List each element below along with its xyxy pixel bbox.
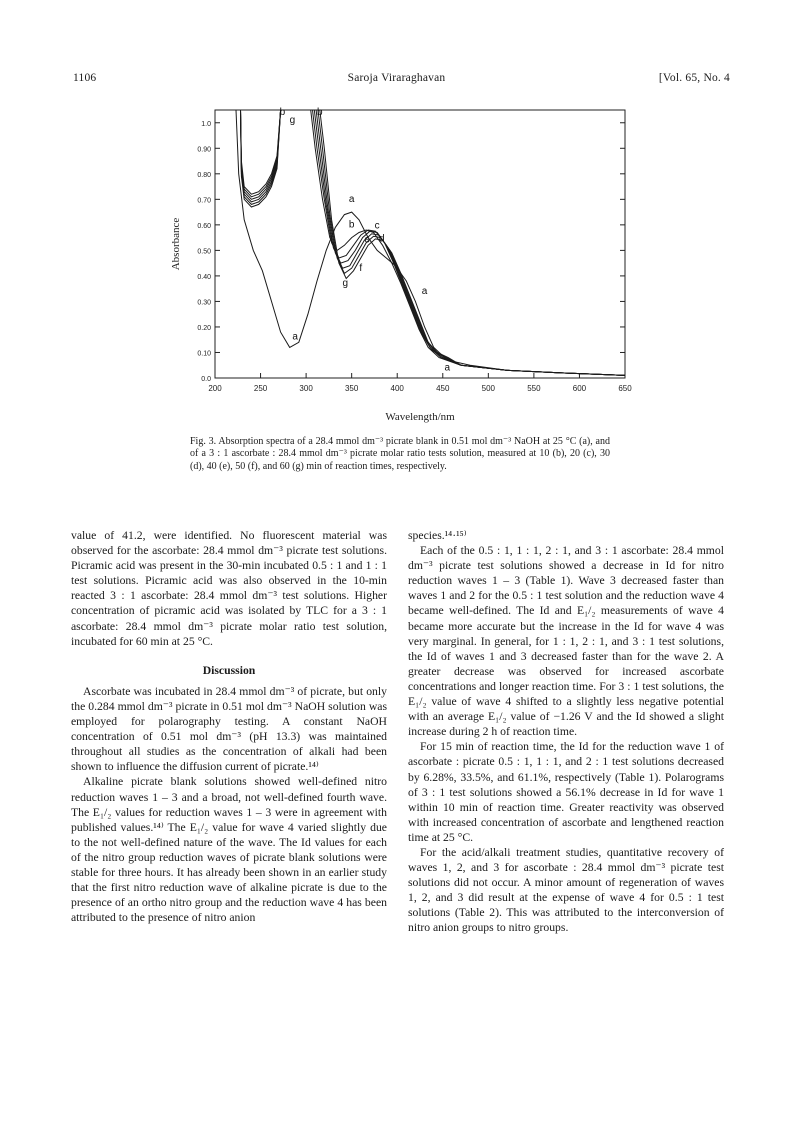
section-heading: Discussion bbox=[202, 663, 256, 677]
paragraph: species.¹⁴·¹⁵⁾ bbox=[408, 529, 467, 542]
curve-label: f bbox=[359, 262, 363, 274]
y-tick-label: 0.40 bbox=[197, 273, 211, 281]
curve-label: g bbox=[289, 114, 296, 126]
curve-label: b bbox=[316, 107, 323, 119]
paragraph: For 15 min of reaction time, the Id for the reduction wave 1 of ascorbate : picrate 0.5 : 1, 1 : 1, and 2 : 1 test solutions decreased by 6.28%, 33.5%, and 61.1%, respectively (Table 1). Polarograms of 3 : 1 test solutions showed a 56.1% decrease in Id for wave 1 within 10 min of reaction time. Greater reactivity was observed with increased concentration of ascorbate and lengthened reaction time at 25 °C. bbox=[408, 740, 724, 844]
right-column bbox=[408, 528, 724, 936]
absorption-spectra-chart bbox=[165, 100, 635, 430]
x-tick-label: 250 bbox=[253, 384, 268, 393]
figure-caption: Fig. 3. Absorption spectra of a 28.4 mmol dm⁻³ picrate blank in 0.51 mol dm⁻³ NaOH at 25 °C (a), and of a 3 : 1 ascorbate : 28.4 mmol dm⁻³ picrate molar ratio tests solution, measured at 10 (b), 20 (c), 30 (d), 40 (e), 50 (f), and 60 (g) min of reaction times, respectively. bbox=[190, 436, 610, 472]
series-line-e bbox=[241, 110, 626, 375]
curve-label: d bbox=[378, 233, 385, 245]
series-line-b bbox=[241, 110, 626, 375]
series-line-f bbox=[241, 110, 626, 375]
paragraph: Alkaline picrate blank solutions showed well-defined nitro reduction waves 1 – 3 and a broad, not well-defined fourth wave. The E₁/₂ values for reduction waves 1 – 3 were in agreement with published values.¹⁴⁾ The E₁/₂ value for wave 4 varied slightly due to the not well-defined nature of the wave. The Id values for each of the nitro group reduction waves of picrate blank solutions were stable for three hours. It has already been shown in an earlier study that the first nitro reduction wave of alkaline picrate is due to the presence of an ortho nitro group and the reduction wave 4 has been attributed to the presence of nitro anion bbox=[71, 775, 387, 925]
curve-label: b bbox=[279, 107, 286, 119]
y-tick-label: 0.50 bbox=[197, 248, 211, 256]
running-author: Saroja Viraraghavan bbox=[347, 72, 446, 84]
curve-label: a bbox=[444, 362, 451, 374]
paragraph: For the acid/alkali treatment studies, quantitative recovery of waves 1, 2, and 3 for ascorbate : 28.4 mmol dm⁻³ picrate test solutions did not occur. A minor amount of regeneration of waves 1, 2, and 3 did result at the expense of wave 4 for 0.5 : 1 test solutions (Table 2). This was attributed to the interconversion of nitro anion groups to nitro groups. bbox=[408, 845, 724, 935]
curve-label: a bbox=[348, 193, 355, 205]
y-tick-label: 0.70 bbox=[197, 197, 211, 205]
curve-label: e bbox=[364, 234, 370, 246]
curve-label: b bbox=[348, 219, 355, 231]
x-tick-label: 450 bbox=[436, 384, 450, 393]
left-column bbox=[71, 528, 387, 925]
y-tick-label: 0.0 bbox=[201, 376, 211, 383]
y-tick-label: 0.60 bbox=[197, 222, 211, 230]
x-tick-label: 200 bbox=[208, 384, 222, 393]
volume-info: [Vol. 65, No. 4 bbox=[658, 72, 730, 84]
x-tick-label: 350 bbox=[344, 384, 359, 393]
x-axis-label: Wavelength/nm bbox=[385, 411, 455, 423]
y-axis-label: Absorbance bbox=[170, 217, 182, 271]
paragraph: Each of the 0.5 : 1, 1 : 1, 2 : 1, and 3 : 1 ascorbate: 28.4 mmol dm⁻³ picrate test solutions showed a decrease in Id for nitro reduction waves 1 – 3 (Table 1). Wave 3 decreased faster than waves 1 and 2 for the 0.5 : 1 test solution and the reduction wave 4 became well-defined. The Id and E₁/₂ measurements of wave 4 became more accurate but the increase in the Id for wave 4 was very marginal. In general, for 1 : 1, 2 : 1, and 3 : 1 test solutions, the Id of waves 1 and 3 decreased faster than for the wave 2. A greater decrease was observed for increased ascorbate concentrations and longer reaction time. For 3 : 1 test solutions, the E₁/₂ value of wave 4 shifted to a slightly less negative potential with an average E₁/₂ value of −1.26 V and the Id showed a slight increase during 2 h of reaction time. bbox=[408, 544, 724, 739]
y-tick-label: 0.80 bbox=[197, 171, 211, 179]
y-tick-label: 0.90 bbox=[197, 146, 211, 154]
figure-3 bbox=[165, 100, 635, 430]
y-tick-label: 1.0 bbox=[201, 120, 211, 128]
paragraph: Ascorbate was incubated in 28.4 mmol dm⁻³ of picrate, but only the 0.284 mmol dm⁻³ picrate in 0.51 mol dm⁻³ NaOH solution was employed for polarography testing. A constant NaOH concentration of 0.51 mol dm⁻³ (pH 13.3) was maintained throughout all studies as the concentration of alkali had been shown to influence the diffusion current of picrate.¹⁴⁾ bbox=[71, 684, 387, 774]
curve-label: g bbox=[342, 278, 349, 290]
x-tick-label: 300 bbox=[299, 384, 313, 393]
x-tick-label: 550 bbox=[527, 384, 541, 393]
curve-label: a bbox=[421, 285, 428, 297]
x-tick-label: 400 bbox=[390, 384, 404, 393]
series-line-g bbox=[241, 110, 626, 375]
x-tick-label: 650 bbox=[618, 384, 632, 393]
y-tick-label: 0.10 bbox=[197, 350, 211, 358]
curve-label: a bbox=[292, 331, 298, 343]
paragraph: value of 41.2, were identified. No fluorescent material was observed for the ascorbate: 28.4 mmol dm⁻³ picrate test solutions. Picramic acid was present in the 30-min incubated 0.5 : 1 and 1 : 1 test solutions. Picramic acid was also observed in the 10-min reacted 3 : 1 ascorbate: 28.4 mmol dm⁻³ test solutions. Higher concentration of picramic acid was isolated by TLC for a 3 : 1 ascorbate: 28.4 mmol dm⁻³ picrate molar ratio test solution, incubated for 60 min at 25 °C. bbox=[71, 529, 387, 648]
x-tick-label: 500 bbox=[481, 384, 496, 393]
page-number: 1106 bbox=[73, 72, 97, 84]
series-line-c bbox=[241, 110, 626, 375]
plot-frame bbox=[215, 110, 625, 378]
series-line-d bbox=[241, 110, 626, 375]
y-tick-label: 0.30 bbox=[197, 299, 211, 307]
y-tick-label: 0.20 bbox=[197, 324, 211, 332]
x-tick-label: 600 bbox=[572, 384, 587, 393]
curve-label: c bbox=[374, 220, 380, 232]
